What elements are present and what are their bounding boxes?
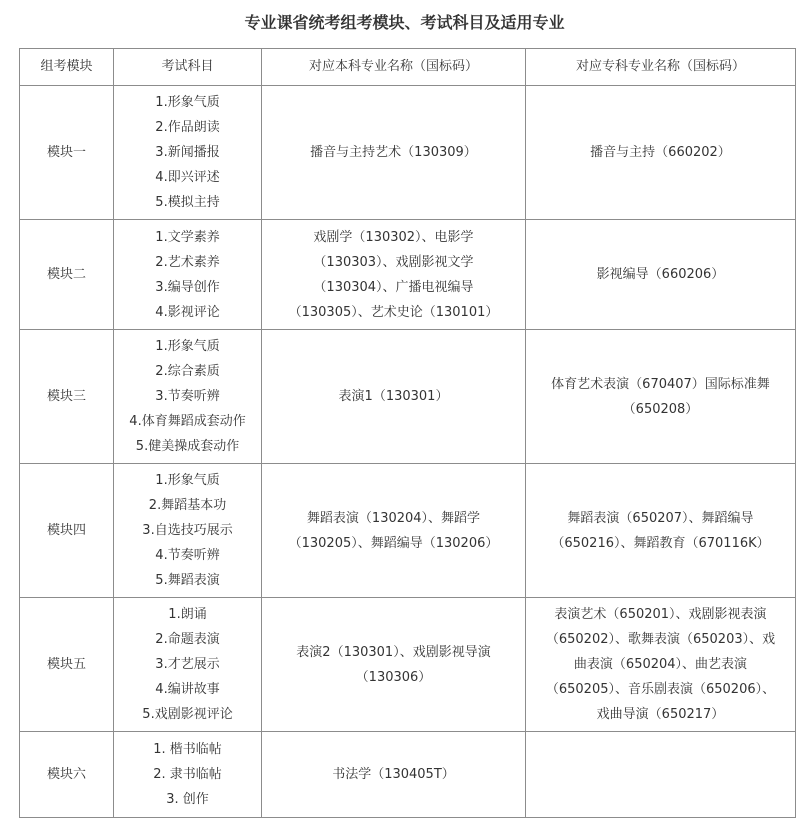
subject-line: 5.健美操成套动作 — [135, 439, 240, 454]
module-cell: 模块三 — [20, 330, 114, 464]
undergrad-major-line: 播音与主持艺术（130309） — [310, 145, 477, 160]
table-row — [20, 330, 796, 464]
subject-line: 1.形象气质 — [155, 339, 220, 354]
junior-major-line: 影视编导（660206） — [596, 267, 725, 282]
junior-cell — [526, 732, 796, 818]
junior-major-line: 曲表演（650204）、曲艺表演 — [573, 657, 748, 672]
undergrad-major-line: （130304）、广播电视编导 — [313, 279, 474, 295]
subject-line: 2.命题表演 — [155, 632, 220, 647]
subject-line: 2.艺术素养 — [155, 254, 220, 270]
module-cell: 模块一 — [20, 86, 114, 220]
subjects-cell — [114, 598, 262, 732]
undergrad-major-line: （130303）、戏剧影视文学 — [313, 254, 474, 270]
undergrad-cell — [262, 330, 526, 464]
undergrad-cell — [262, 220, 526, 330]
module-cell: 模块五 — [20, 598, 114, 732]
subject-line: 4.编讲故事 — [155, 682, 220, 697]
subject-line: 4.体育舞蹈成套动作 — [129, 414, 246, 429]
subject-line: 3. 创作 — [166, 792, 209, 807]
undergrad-major-line: 舞蹈表演（130204）、舞蹈学 — [306, 510, 481, 526]
junior-cell — [526, 464, 796, 598]
header-junior-major: 对应专科专业名称（国标码） — [526, 49, 796, 86]
junior-major-line: 播音与主持（660202） — [590, 145, 731, 160]
table-row — [20, 220, 796, 330]
page-title: 专业课省统考组考模块、考试科目及适用专业 — [244, 13, 565, 32]
junior-major-line: 表演艺术（650201）、戏剧影视表演 — [554, 607, 767, 622]
subject-line: 4.影视评论 — [155, 304, 220, 320]
table-row — [20, 464, 796, 598]
subjects-cell — [114, 220, 262, 330]
undergrad-cell — [262, 732, 526, 818]
subject-line: 2.舞蹈基本功 — [148, 498, 227, 513]
undergrad-major-line: 表演2（130301）、戏剧影视导演 — [296, 644, 491, 660]
undergrad-major-line: 戏剧学（130302）、电影学 — [313, 229, 474, 245]
subject-line: 3.自选技巧展示 — [142, 523, 233, 538]
junior-cell — [526, 330, 796, 464]
exam-module-table — [19, 48, 796, 818]
subjects-cell — [114, 464, 262, 598]
module-cell: 模块六 — [20, 732, 114, 818]
subject-line: 3.新闻播报 — [155, 145, 220, 160]
undergrad-major-line: 表演1（130301） — [338, 389, 449, 404]
subject-line: 2.作品朗读 — [155, 120, 220, 135]
undergrad-cell — [262, 86, 526, 220]
subject-line: 1. 楷书临帖 — [153, 742, 222, 757]
subject-line: 5.戏剧影视评论 — [142, 707, 233, 722]
subject-line: 3.节奏听辨 — [155, 389, 220, 404]
module-cell: 模块四 — [20, 464, 114, 598]
subject-line: 5.舞蹈表演 — [155, 573, 220, 588]
subject-line: 5.模拟主持 — [155, 195, 220, 210]
undergrad-major-line: （130205）、舞蹈编导（130206） — [288, 535, 499, 551]
undergrad-cell — [262, 598, 526, 732]
subject-line: 4.节奏听辨 — [155, 548, 220, 563]
junior-major-line: 舞蹈表演（650207）、舞蹈编导 — [567, 510, 754, 526]
subject-line: 1.朗诵 — [168, 607, 207, 622]
undergrad-cell — [262, 464, 526, 598]
junior-cell — [526, 220, 796, 330]
junior-major-line: （650205）、音乐剧表演（650206）、 — [545, 682, 776, 697]
subject-line: 3.才艺展示 — [155, 657, 220, 672]
table-body — [20, 86, 796, 818]
subject-line: 2.综合素质 — [155, 364, 220, 379]
undergrad-major-line: （130305）、艺术史论（130101） — [288, 304, 499, 320]
module-cell: 模块二 — [20, 220, 114, 330]
undergrad-major-line: 书法学（130405T） — [332, 767, 455, 782]
subject-line: 3.编导创作 — [155, 279, 220, 295]
subjects-cell — [114, 330, 262, 464]
subject-line: 1.形象气质 — [155, 95, 220, 110]
table-row — [20, 598, 796, 732]
junior-major-line: （650208） — [622, 401, 699, 417]
subjects-cell — [114, 86, 262, 220]
undergrad-major-line: （130306） — [355, 669, 432, 685]
header-module: 组考模块 — [20, 49, 114, 86]
table-row — [20, 732, 796, 818]
table-header-row — [20, 49, 796, 86]
junior-major-line: （650202）、歌舞表演（650203）、戏 — [545, 632, 776, 647]
subject-line: 4.即兴评述 — [155, 170, 220, 185]
header-subjects: 考试科目 — [114, 49, 262, 86]
junior-cell — [526, 86, 796, 220]
junior-major-line: （650216）、舞蹈教育（670116K） — [551, 535, 770, 551]
subjects-cell — [114, 732, 262, 818]
subject-line: 1.形象气质 — [155, 473, 220, 488]
header-undergrad-major: 对应本科专业名称（国标码） — [262, 49, 526, 86]
junior-major-line: 戏曲导演（650217） — [596, 707, 725, 722]
subject-line: 1.文学素养 — [155, 229, 220, 245]
subject-line: 2. 隶书临帖 — [153, 767, 222, 782]
junior-major-line: 体育艺术表演（670407）国际标准舞 — [551, 376, 770, 392]
table-row — [20, 86, 796, 220]
junior-cell — [526, 598, 796, 732]
